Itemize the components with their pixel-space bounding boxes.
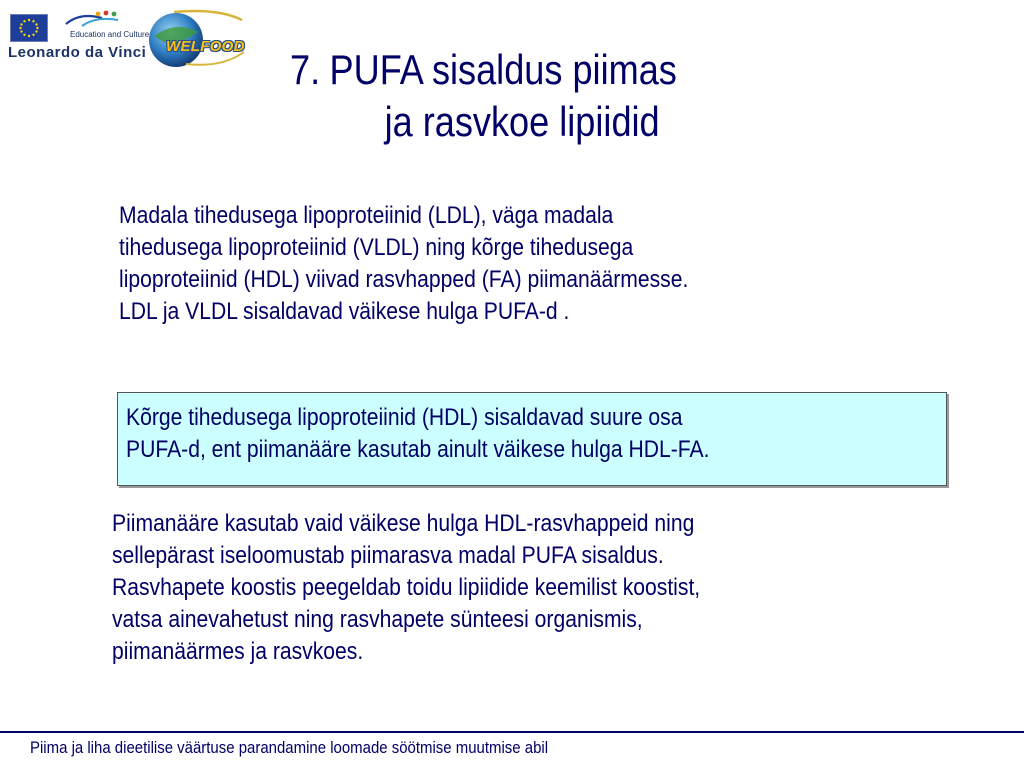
header-logos: [0, 0, 260, 80]
footer-text: Piima ja liha dieetilise väärtuse parandamine loomade söötmise muutmise abil: [30, 738, 549, 757]
education-culture-logo-icon: [62, 8, 132, 48]
paragraph-mammary-gland: Piimanääre kasutab vaid väikese hulga HDL-rasvhappeid ning sellepärast iseloomustab piimarasva madal PUFA sisaldus. Rasvhapete koostis peegeldab toidu lipiidide keemilist koostist, vatsa ainevahetust ning rasvhapete sünteesi organismis, piimanäärmes ja rasvkoes.: [112, 510, 701, 665]
paragraph-lipoproteins: Madala tihedusega lipoproteiinid (LDL), väga madala tihedusega lipoproteiinid (VLDL) ning kõrge tihedusega lipoproteiinid (HDL) viivad rasvhapped (FA) piimanäärmesse. LDL ja VLDL sisaldavad väikese hulga PUFA-d .: [119, 202, 689, 325]
title-line-1: [290, 44, 737, 96]
title-text-1: PUFA sisaldus piimas: [329, 46, 677, 93]
welfood-text: WELFOOD: [166, 38, 245, 55]
eu-flag-icon: [10, 14, 48, 42]
slide-title: [290, 44, 737, 148]
title-number: 7.: [290, 46, 321, 93]
highlight-box-text: Kõrge tihedusega lipoproteiinid (HDL) sisaldavad suure osa PUFA-d, ent piimanääre kasutab ainult väikese hulga HDL-FA.: [126, 404, 710, 463]
education-culture-text: Education and Culture: [70, 30, 150, 39]
footer-divider: [0, 731, 1024, 733]
title-line-2: ja rasvkoe lipiidid: [384, 98, 660, 145]
leonardo-da-vinci-text: Leonardo da Vinci: [8, 44, 147, 61]
